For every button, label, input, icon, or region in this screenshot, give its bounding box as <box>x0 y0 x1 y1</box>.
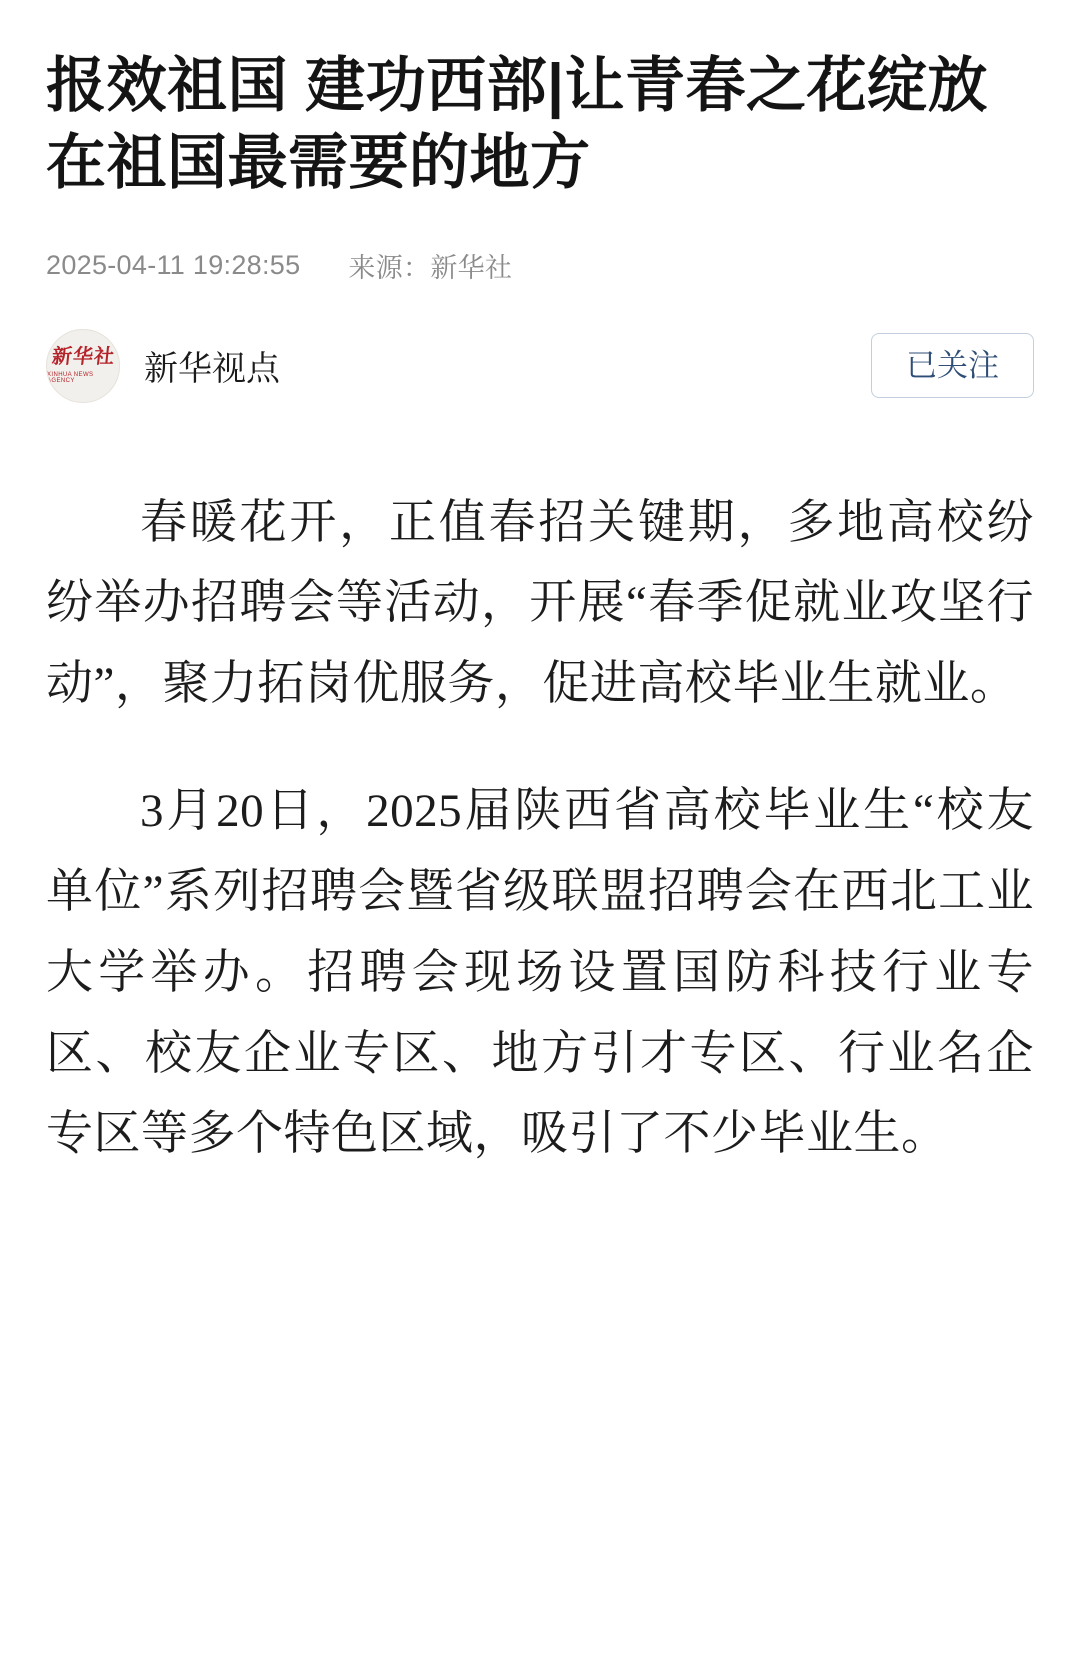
avatar-logo-subtext: XINHUA NEWS AGENCY <box>47 372 94 385</box>
avatar-logo-text: 新华社 <box>50 346 116 369</box>
publish-timestamp: 2025-04-11 19:28:55 <box>46 249 301 280</box>
article-source: 来源：新华社 <box>348 252 513 283</box>
account-row <box>46 327 1034 405</box>
account-name[interactable]: 新华视点 <box>144 350 280 389</box>
article-paragraph: 春暖花开，正值春招关键期，多地高校纷纷举办招聘会等活动，开展“春季促就业攻坚行动”，聚力拓岗优服务，促进高校毕业生就业。 <box>46 496 1034 711</box>
follow-button[interactable]: 已关注 <box>871 333 1034 398</box>
article-body <box>46 483 1034 1176</box>
page-title: 报效祖国 建功西部|让青春之花绽放在祖国最需要的地方 <box>46 52 988 196</box>
article-paragraph: 3月20日，2025届陕西省高校毕业生“校友单位”系列招聘会暨省级联盟招聘会在西北工业大学举办。招聘会现场设置国防科技行业专区、校友企业专区、地方引才专区、行业名企专区等多个特色区域，吸引了不少毕业生。 <box>46 785 1034 1161</box>
article-meta <box>46 246 1034 285</box>
avatar[interactable] <box>46 329 120 403</box>
